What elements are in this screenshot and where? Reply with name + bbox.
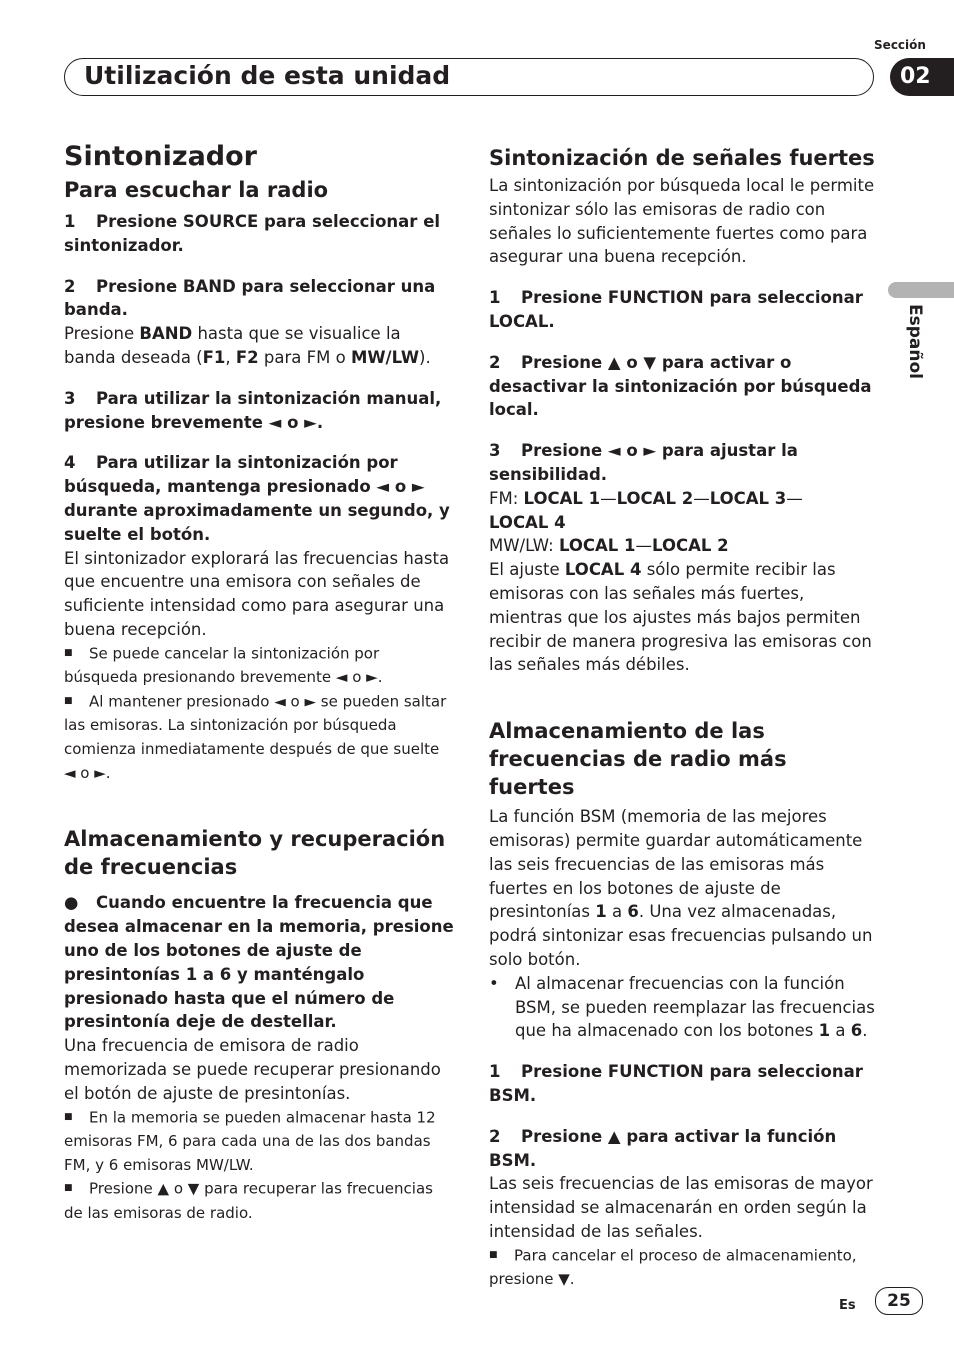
radio-step-4-body: El sintonizador explorará las frecuencias hasta que encuentre una emisora con señales de suficiente intensidad como para asegurar una buena recepción.: [64, 548, 450, 639]
section-number: 02: [890, 58, 954, 96]
radio-step-3: 3 Para utilizar la sintonización manual, presione brevemente ◄ o ►.: [64, 388, 442, 432]
local-fm-options: FM: LOCAL 1—LOCAL 2—LOCAL 3— LOCAL 4: [489, 488, 803, 532]
store-note-1: ■ En la memoria se pueden almacenar hasta 12 emisoras FM, 6 para cada una de las dos bandas FM, y 6 emisoras MW/LW.: [64, 1107, 436, 1174]
language-tab: [888, 282, 954, 298]
listen-radio-heading: Para escuchar la radio: [64, 178, 329, 202]
radio-step-2-body: Presione BAND hasta que se visualice la banda deseada (F1, F2 para FM o MW/LW).: [64, 324, 431, 367]
bsm-note-1: ■ Para cancelar el proceso de almacenamiento, presione ▼.: [489, 1246, 857, 1288]
local-step-3: 3 Presione ◄ o ► para ajustar la sensibilidad.: [489, 441, 798, 484]
bsm-heading: Almacenamiento de las frecuencias de radio más fuertes: [489, 719, 787, 800]
radio-step-4: 4 Para utilizar la sintonización por búsqueda, mantenga presionado ◄ o ► durante aproximadamente un segundo, y suelte el botón.: [64, 453, 450, 544]
store-step: ● Cuando encuentre la frecuencia que desea almacenar en la memoria, presione uno de los botones de ajuste de presintonías 1 a 6 y manténgalo presionado hasta que el número de presintonía deje de destellar.: [64, 893, 454, 1032]
radio-step-2: 2 Presione BAND para seleccionar una banda.: [64, 276, 436, 320]
bsm-step-2-body: Las seis frecuencias de las emisoras de mayor intensidad se almacenarán en orden según la intensidad de las señales.: [489, 1174, 873, 1241]
right-column: [489, 140, 879, 1292]
page-title: Utilización de esta unidad: [84, 61, 451, 90]
local-step-2: 2 Presione ▲ o ▼ para activar o desactivar la sintonización por búsqueda local.: [489, 352, 872, 420]
language-label: Español: [905, 304, 925, 379]
footer-language-code: Es: [839, 1298, 856, 1313]
local-intro: La sintonización por búsqueda local le permite sintonizar sólo las emisoras de radio con señales lo suficientemente fuertes como para asegurar una buena recepción.: [489, 176, 875, 267]
bsm-step-1: 1 Presione FUNCTION para seleccionar BSM.: [489, 1062, 863, 1105]
left-column: [64, 140, 454, 1225]
radio-step-1: 1 Presione SOURCE para seleccionar el sintonizador.: [64, 212, 441, 255]
local-mw-options: MW/LW: LOCAL 1—LOCAL 2: [489, 536, 729, 556]
store-note-2: ■ Presione ▲ o ▼ para recuperar las frecuencias de las emisoras de radio.: [64, 1179, 433, 1222]
radio-note-2: ■ Al mantener presionado ◄ o ► se pueden saltar las emisoras. La sintonización por búsqueda comienza inmediatamente después de que suelte ◄ o ►.: [64, 692, 447, 782]
radio-note-1: ■ Se puede cancelar la sintonización por búsqueda presionando brevemente ◄ o ►.: [64, 644, 383, 686]
section-label: Sección: [874, 38, 926, 52]
bsm-step-2: 2 Presione ▲ para activar la función BSM.: [489, 1126, 837, 1170]
store-recall-heading: Almacenamiento y recuperación de frecuencias: [64, 827, 446, 880]
page-number: 25: [875, 1287, 923, 1315]
bsm-intro: La función BSM (memoria de las mejores emisoras) permite guardar automáticamente las seis frecuencias de las emisoras más fuertes en los botones de ajuste de presintonías 1 a 6. Una vez almacenadas, podrá sintonizar esas frecuencias pulsando un solo botón.: [489, 807, 873, 969]
local-body: El ajuste LOCAL 4 sólo permite recibir las emisoras con las señales más fuertes, mientras que los ajustes más bajos permiten recibir de manera progresiva las emisoras con las señales más débiles.: [489, 560, 872, 675]
store-body: Una frecuencia de emisora de radio memorizada se puede recuperar presionando el botón de ajuste de presintonías.: [64, 1036, 441, 1103]
bsm-bullet: • Al almacenar frecuencias con la función BSM, se pueden reemplazar las frecuencias que ha almacenado con los botones 1 a 6.: [489, 973, 875, 1041]
local-step-1: 1 Presione FUNCTION para seleccionar LOCAL.: [489, 288, 863, 331]
local-heading: Sintonización de señales fuertes: [489, 146, 875, 170]
tuner-title: Sintonizador: [64, 141, 257, 172]
